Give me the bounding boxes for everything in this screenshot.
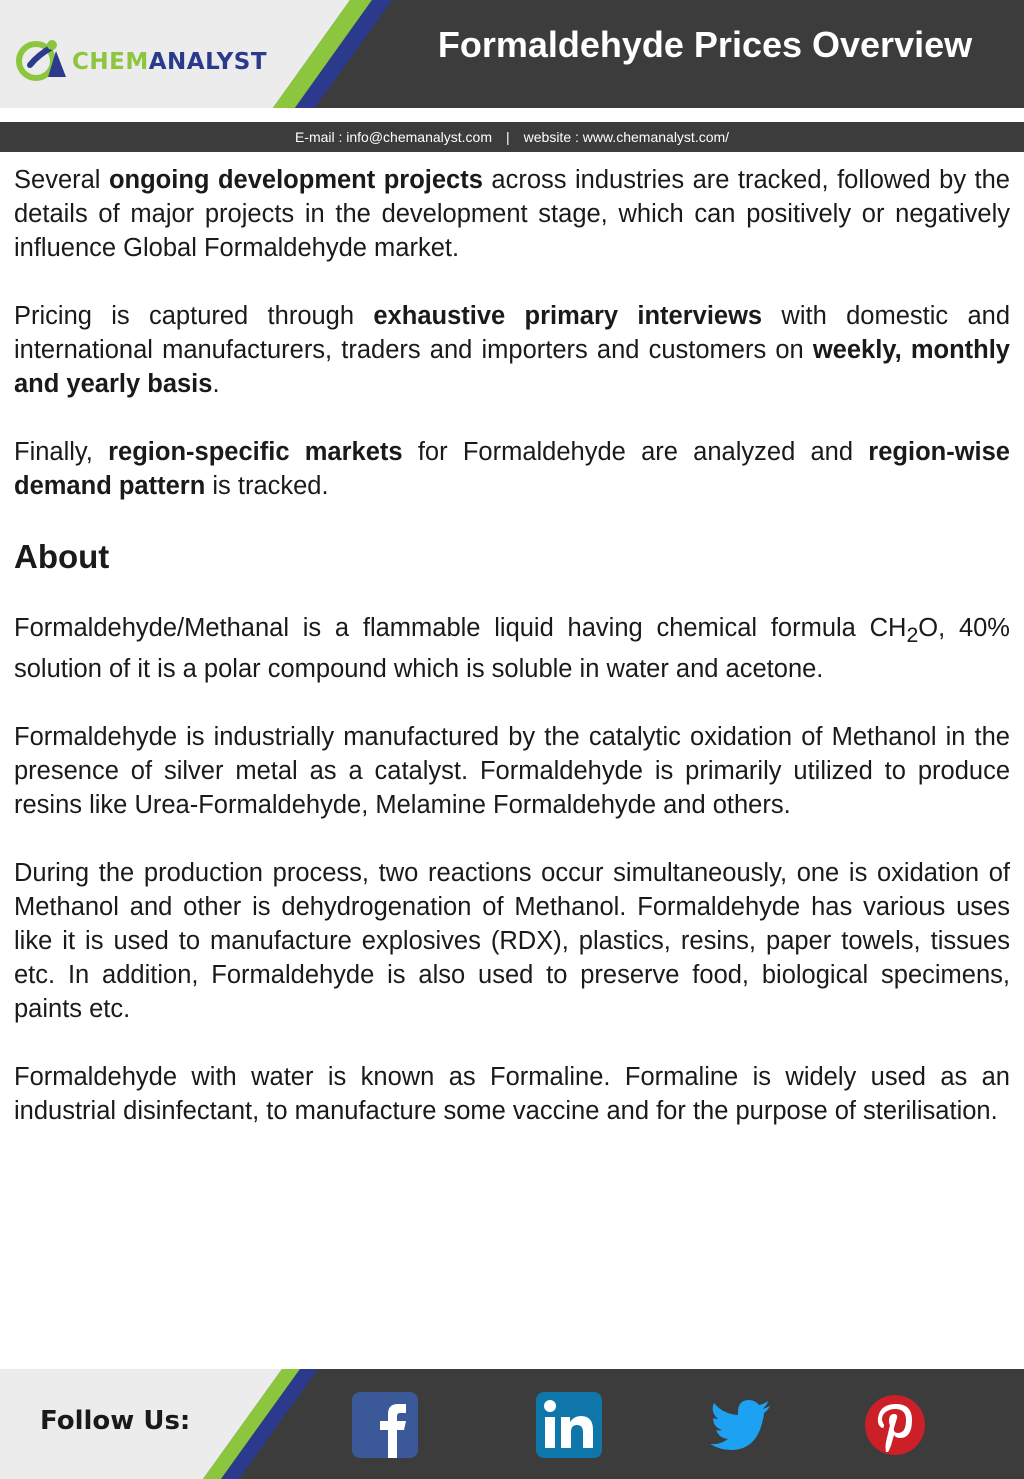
- about-heading: About: [14, 538, 110, 575]
- linkedin-icon[interactable]: [536, 1392, 602, 1458]
- emphasis-text: region-wise demand pattern: [14, 438, 1010, 500]
- chemanalyst-logo: [12, 28, 302, 88]
- contact-bar: [0, 122, 1024, 152]
- paragraph-pricing: [14, 299, 1010, 401]
- emphasis-text: ongoing development projects: [108, 166, 483, 194]
- text-run: .: [212, 370, 220, 398]
- logo-wordmark: [72, 49, 267, 75]
- text-run: During the production process, two reactions occur simultaneously, one is oxidation of Methanol and other is dehydrogenation of Methanol. Formaldehyde has various uses like it is used to manufacture explosives (RDX), plastics, resins, paper towels, tissues etc. In addition, Formaldehyde is also used to preserve food, biological specimens, paints etc.: [14, 859, 1010, 1024]
- paragraph-about-uses: [14, 856, 1010, 1026]
- emphasis-text: exhaustive primary interviews: [373, 302, 763, 330]
- paragraph-about-formaline: [14, 1060, 1010, 1128]
- text-run: Several: [14, 166, 109, 194]
- text-run: is tracked.: [205, 472, 329, 500]
- follow-us-label: Follow Us:: [40, 1406, 191, 1436]
- emphasis-text: weekly, monthly and yearly basis: [14, 336, 1010, 398]
- pinterest-icon[interactable]: [862, 1392, 928, 1458]
- logo-text-chem: CHEM: [72, 49, 149, 75]
- text-run: across industries are tracked, followed by the details of major projects in the development stage, which can positively or negatively influence Global Formaldehyde market.: [14, 166, 1010, 262]
- text-run: Formaldehyde is industrially manufactured by the catalytic oxidation of Methanol in the presence of silver metal as a catalyst. Formaldehyde is primarily utilized to produce resins like Urea-Formaldehyde, Melamine Formaldehyde and others.: [14, 723, 1010, 820]
- facebook-icon[interactable]: [352, 1392, 418, 1458]
- text-run: Formaldehyde/Methanal is a flammable liquid having chemical formula CH: [14, 614, 907, 642]
- main-content: [14, 163, 1010, 1162]
- page-title: Formaldehyde Prices Overview: [437, 24, 973, 65]
- contact-website[interactable]: website : www.chemanalyst.com/: [523, 129, 730, 145]
- text-run: O, 40% solution of it is a polar compound which is soluble in water and acetone.: [14, 614, 1010, 684]
- logo-text-analyst: ANALYST: [148, 49, 268, 75]
- paragraph-about-definition: [14, 611, 1010, 686]
- text-run: Formaldehyde with water is known as Formaline. Formaline is widely used as an industrial disinfectant, to manufacture some vaccine and for the purpose of sterilisation.: [14, 1063, 1010, 1126]
- twitter-icon[interactable]: [708, 1392, 774, 1458]
- emphasis-text: region-specific markets: [108, 438, 403, 466]
- subscript-text: 2: [906, 623, 919, 648]
- text-run: Finally,: [14, 438, 109, 466]
- contact-separator: |: [506, 129, 510, 145]
- contact-email[interactable]: E-mail : info@chemanalyst.com: [294, 129, 492, 145]
- text-run: with domestic and international manufacturers, traders and importers and customers on: [14, 302, 1011, 364]
- text-run: Pricing is captured through: [14, 302, 374, 330]
- page-footer: [0, 1366, 1024, 1479]
- page-header: [0, 0, 1024, 112]
- flask-logo-icon: [12, 33, 68, 83]
- paragraph-regions: [14, 435, 1010, 503]
- paragraph-projects: [14, 163, 1010, 265]
- text-run: for Formaldehyde are analyzed and: [402, 438, 869, 466]
- paragraph-about-manufacture: [14, 720, 1010, 822]
